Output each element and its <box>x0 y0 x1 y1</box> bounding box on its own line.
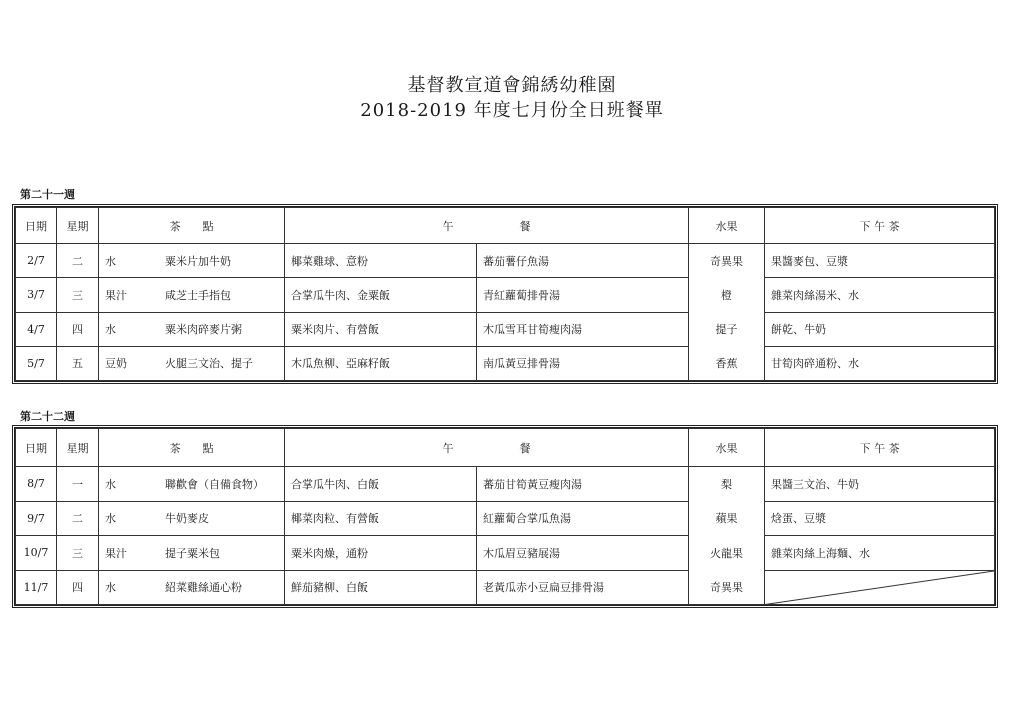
snack-food: 紹菜雞絲通心粉 <box>165 581 242 595</box>
header-date: 日期 <box>16 429 57 467</box>
cell-weekday: 五 <box>57 346 99 380</box>
snack-drink: 水 <box>105 477 116 491</box>
snack-drink: 豆奶 <box>105 357 127 371</box>
cell-fruit: 蘋果 <box>689 501 765 536</box>
header-lunch: 午 餐 <box>285 208 689 244</box>
cell-date: 10/7 <box>16 536 57 571</box>
cell-weekday: 二 <box>57 501 99 536</box>
cell-lunch-main: 粟米肉片、有營飯 <box>285 312 477 346</box>
cell-weekday: 三 <box>57 278 99 312</box>
snack-food: 提子粟米包 <box>165 546 220 560</box>
header-fruit: 水果 <box>689 429 765 467</box>
cell-lunch-main: 木瓜魚柳、亞麻籽飯 <box>285 346 477 380</box>
cell-fruit: 梨 <box>689 467 765 502</box>
cell-afternoon-tea-empty <box>765 570 995 605</box>
table-header-row <box>16 208 995 244</box>
cell-lunch-main: 椰菜雞球、意粉 <box>285 244 477 278</box>
table-row <box>16 536 995 571</box>
cell-snack <box>99 278 285 312</box>
table-row <box>16 312 995 346</box>
cell-weekday: 一 <box>57 467 99 502</box>
cell-afternoon-tea: 甘筍肉碎通粉、水 <box>765 346 995 380</box>
cell-afternoon-tea: 果醬麥包、豆漿 <box>765 244 995 278</box>
cell-afternoon-tea: 果醬三文治、牛奶 <box>765 467 995 502</box>
cell-fruit: 奇異果 <box>689 570 765 605</box>
cell-fruit: 奇異果 <box>689 244 765 278</box>
cell-weekday: 二 <box>57 244 99 278</box>
cell-lunch-soup: 木瓜眉豆豬展湯 <box>477 536 689 571</box>
cell-fruit: 香蕉 <box>689 346 765 380</box>
cell-lunch-soup: 木瓜雪耳甘筍瘦肉湯 <box>477 312 689 346</box>
snack-drink: 水 <box>105 512 116 526</box>
cell-weekday: 三 <box>57 536 99 571</box>
cell-weekday: 四 <box>57 570 99 605</box>
cell-lunch-soup: 老黃瓜赤小豆扁豆排骨湯 <box>477 570 689 605</box>
cell-afternoon-tea: 雜菜肉絲上海麵、水 <box>765 536 995 571</box>
cell-snack <box>99 536 285 571</box>
week-21-menu-table <box>12 204 998 384</box>
snack-food: 咸芝士手指包 <box>165 288 231 302</box>
cell-fruit: 橙 <box>689 278 765 312</box>
cell-weekday: 四 <box>57 312 99 346</box>
cell-lunch-main: 合掌瓜牛肉、金粟飯 <box>285 278 477 312</box>
header-snack: 茶 點 <box>99 208 285 244</box>
cell-date: 8/7 <box>16 467 57 502</box>
kindergarten-name: 基督教宣道會錦綉幼稚園 <box>407 75 617 96</box>
table-row <box>16 501 995 536</box>
cell-afternoon-tea: 焓蛋、豆漿 <box>765 501 995 536</box>
week-22-menu-table <box>12 425 998 608</box>
cell-lunch-soup: 青紅蘿蔔排骨湯 <box>477 278 689 312</box>
cell-lunch-soup: 蕃茄甘筍黃豆瘦肉湯 <box>477 467 689 502</box>
snack-food: 聯歡會（自備食物） <box>165 477 264 491</box>
cell-fruit: 提子 <box>689 312 765 346</box>
cell-snack <box>99 346 285 380</box>
cell-lunch-main: 鮮茄豬柳、白飯 <box>285 570 477 605</box>
header-afternoon-tea: 下 午 茶 <box>765 208 995 244</box>
header-date: 日期 <box>16 208 57 244</box>
week-label: 第二十二週 <box>20 410 75 423</box>
cell-date: 11/7 <box>16 570 57 605</box>
cell-afternoon-tea: 雜菜肉絲湯米、水 <box>765 278 995 312</box>
header-lunch: 午 餐 <box>285 429 689 467</box>
table-row <box>16 570 995 605</box>
cell-date: 9/7 <box>16 501 57 536</box>
table-row <box>16 467 995 502</box>
cell-afternoon-tea: 餅乾、牛奶 <box>765 312 995 346</box>
cell-snack <box>99 570 285 605</box>
table-row <box>16 346 995 380</box>
diagonal-strike-line <box>765 571 994 605</box>
table-header-row <box>16 429 995 467</box>
cell-date: 2/7 <box>16 244 57 278</box>
snack-drink: 果汁 <box>105 288 127 302</box>
header-fruit: 水果 <box>689 208 765 244</box>
cell-lunch-soup: 紅蘿蔔合掌瓜魚湯 <box>477 501 689 536</box>
cell-date: 4/7 <box>16 312 57 346</box>
cell-lunch-soup: 蕃茄薯仔魚湯 <box>477 244 689 278</box>
cell-snack <box>99 312 285 346</box>
cell-snack <box>99 244 285 278</box>
snack-drink: 水 <box>105 581 116 595</box>
cell-lunch-main: 粟米肉燥，通粉 <box>285 536 477 571</box>
snack-drink: 水 <box>105 323 116 337</box>
header-afternoon-tea: 下 午 茶 <box>765 429 995 467</box>
snack-food: 火腿三文治、提子 <box>165 357 253 371</box>
cell-lunch-main: 椰菜肉粒、有營飯 <box>285 501 477 536</box>
cell-lunch-main: 合掌瓜牛肉、白飯 <box>285 467 477 502</box>
header-weekday: 星期 <box>57 208 99 244</box>
header-weekday: 星期 <box>57 429 99 467</box>
header-snack: 茶 點 <box>99 429 285 467</box>
snack-food: 粟米片加牛奶 <box>165 254 231 268</box>
week-label: 第二十一週 <box>20 188 75 201</box>
cell-lunch-soup: 南瓜黃豆排骨湯 <box>477 346 689 380</box>
table-row <box>16 244 995 278</box>
cell-fruit: 火龍果 <box>689 536 765 571</box>
snack-drink: 水 <box>105 254 116 268</box>
cell-snack <box>99 467 285 502</box>
menu-title: 2018-2019 年度七月份全日班餐單 <box>360 100 664 121</box>
snack-food: 粟米肉碎麥片粥 <box>165 323 242 337</box>
snack-food: 牛奶麥皮 <box>165 512 209 526</box>
snack-drink: 果汁 <box>105 546 127 560</box>
cell-date: 5/7 <box>16 346 57 380</box>
cell-date: 3/7 <box>16 278 57 312</box>
table-row <box>16 278 995 312</box>
cell-snack <box>99 501 285 536</box>
